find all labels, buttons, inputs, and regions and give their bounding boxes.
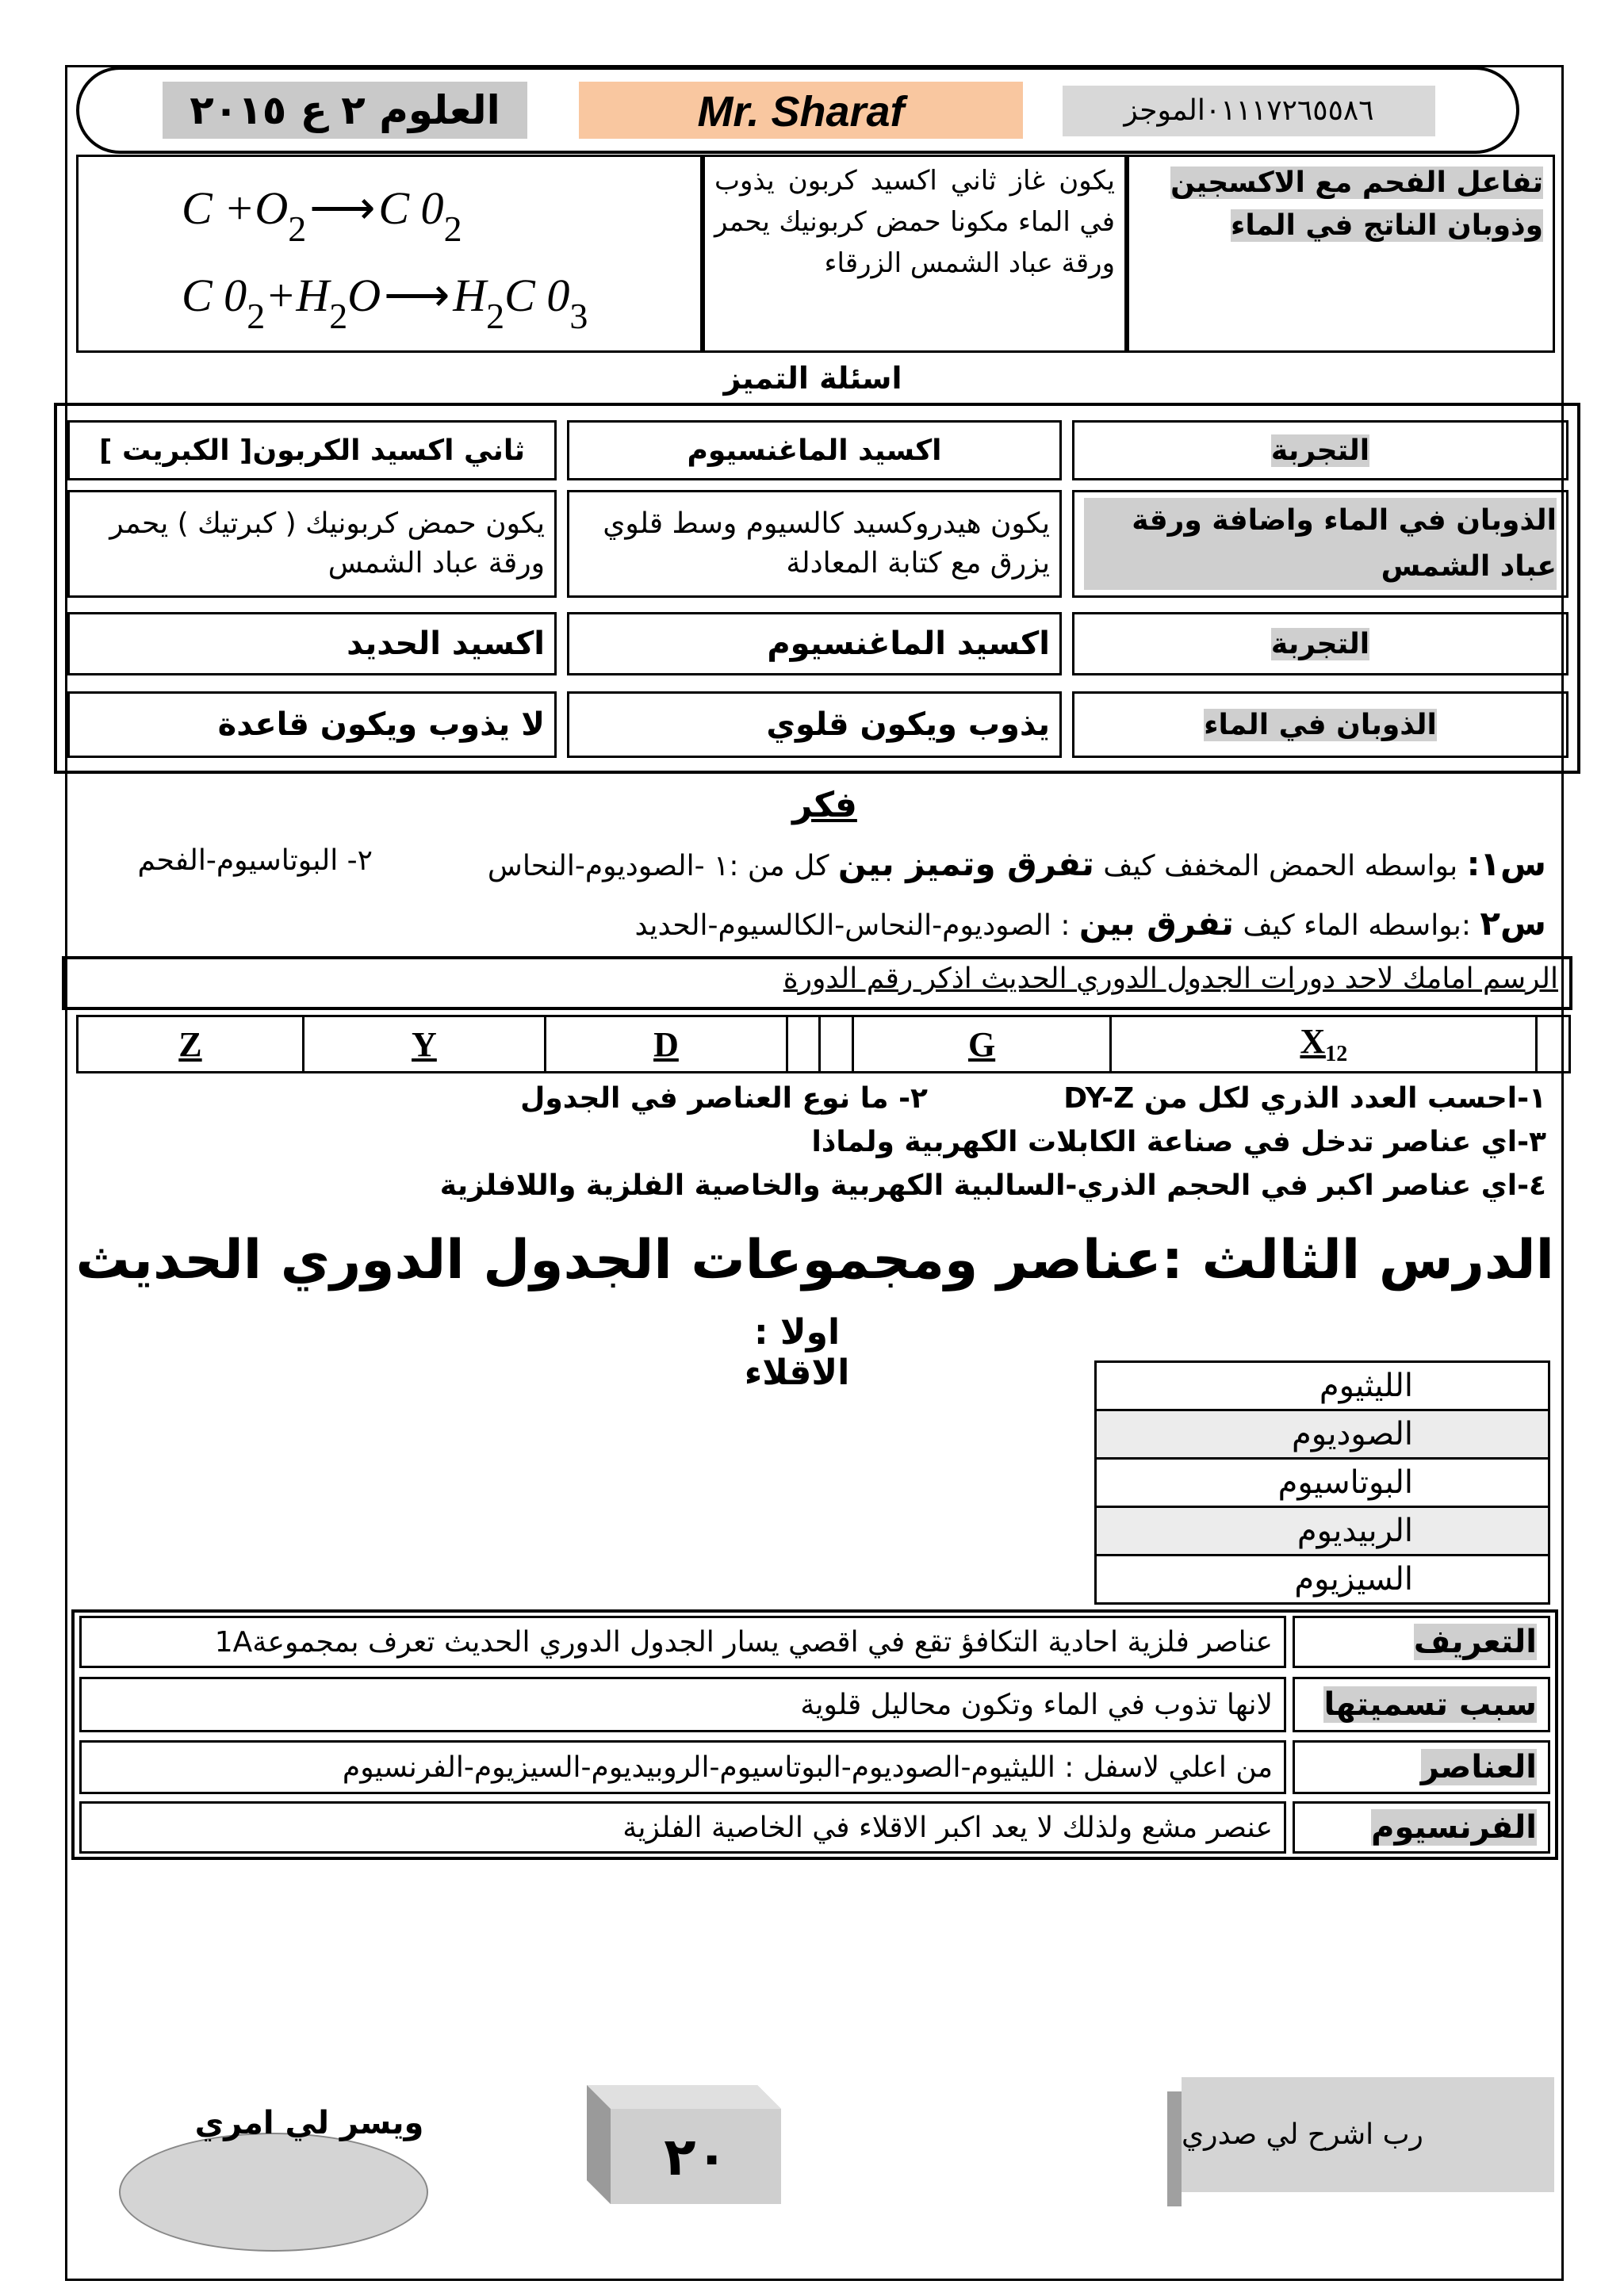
- dist-r2-c2: يكون هيدروكسيد كالسيوم وسط قلوي يزرق مع كتابة المعادلة: [567, 490, 1062, 598]
- def-label-2: سبب تسميتها: [1293, 1677, 1550, 1732]
- period-table: [76, 1015, 1571, 1073]
- footer-prayer-left: ويسر لي امري: [194, 2105, 424, 2141]
- reaction-description: يكون غاز ثاني اكسيد كربون يذوب في الماء مكونا حمض كربونيك يحمر ورقة عباد الشمس الزرقاء: [703, 155, 1127, 353]
- alkali-list: [1094, 1360, 1550, 1605]
- dist-r3-c2: اكسيد الماغنسيوم: [567, 612, 1062, 675]
- lesson-subtitle: اولا : الاقلاء: [744, 1312, 850, 1393]
- period-cell: D: [545, 1016, 787, 1073]
- lesson-title: الدرس الثالث :عناصر ومجموعات الجدول الدوري الحديث: [75, 1229, 1554, 1292]
- think-question-2: س٢ :بواسطه الماء كيف تفرق بين : الصوديوم-النحاس-الكالسيوم-الحديد: [634, 904, 1546, 943]
- period-q2: ٢- ما نوع العناصر في الجدول: [520, 1082, 928, 1115]
- think-question-1b: ٢- البوتاسيوم-الفحم: [137, 844, 373, 877]
- subject-title: العلوم ٢ ع ٢٠١٥: [163, 82, 527, 139]
- think-question-1: س١: بواسطه الحمض المخفف كيف تفرق وتميز بين كل من :١ -الصوديوم-النحاس: [487, 844, 1546, 883]
- def-text-2: لانها تذوب في الماء وتكون محاليل قلوية: [79, 1677, 1286, 1732]
- equation-1: $C +O_2⟶C$ $0_2$: [182, 182, 462, 249]
- period-caption: الرسم امامك لاحد دورات الجدول الدوري الحديث اذكر رقم الدورة: [62, 956, 1572, 1010]
- think-title: فكر: [792, 785, 857, 825]
- equation-2: C $0_2+H_2O⟶H_2C$ $0_3$: [182, 270, 588, 336]
- def-label-4: الفرنسيوم: [1293, 1801, 1550, 1854]
- def-text-1: عناصر فلزية احادية التكافؤ تقع في اقصي يسار الجدول الدوري الحديث تعرف بمجموعة1A: [79, 1616, 1286, 1668]
- dist-r2-c3: يكون حمض كربونيك ( كبرتيك ) يحمر ورقة عباد الشمس: [67, 490, 557, 598]
- period-q4: ٤-اي عناصر اكبر في الحجم الذري-السالبية الكهربية والخاصية الفلزية واللافلزية: [439, 1169, 1546, 1202]
- period-cell: $X_{12}$: [1111, 1016, 1537, 1073]
- def-label-3: العناصر: [1293, 1740, 1550, 1794]
- reaction-heading: تفاعل الفحم مع الاكسجين وذوبان الناتج في الماء: [1127, 155, 1555, 353]
- period-cell: [787, 1016, 819, 1073]
- dist-r2-c1: الذوبان في الماء واضافة ورقة عباد الشمس: [1072, 490, 1568, 598]
- alkali-item: الليثيوم: [1096, 1362, 1549, 1410]
- period-cell: G: [852, 1016, 1110, 1073]
- alkali-item: الربيديوم: [1096, 1507, 1549, 1556]
- dist-r4-c2: يذوب ويكون قلوي: [567, 691, 1062, 758]
- def-text-3: من اعلي لاسفل : الليثيوم-الصوديوم-البوتاسيوم-الروبيديوم-السيزيوم-الفرنسيوم: [79, 1740, 1286, 1794]
- dist-r1-c1: التجربة: [1072, 420, 1568, 480]
- period-cell: [1537, 1016, 1570, 1073]
- period-cell: [820, 1016, 852, 1073]
- footer-ellipse: [119, 2133, 428, 2252]
- footer-prayer-right: رب اشرح لي صدري: [1182, 2077, 1554, 2192]
- period-cell: Z: [78, 1016, 304, 1073]
- period-cell: Y: [303, 1016, 545, 1073]
- teacher-name: Mr. Sharaf: [579, 82, 1023, 139]
- distinguish-title: اسئلة التميز: [723, 361, 902, 396]
- alkali-item: الصوديوم: [1096, 1410, 1549, 1459]
- dist-r1-c2: اكسيد الماغنسيوم: [567, 420, 1062, 480]
- dist-r3-c1: التجربة: [1072, 612, 1568, 675]
- period-q1: ١-احسب العدد الذري لكل من DY-Z: [1063, 1082, 1546, 1115]
- dist-r3-c3: اكسيد الحديد: [67, 612, 557, 675]
- alkali-item: البوتاسيوم: [1096, 1459, 1549, 1507]
- phone-number: ٠١١١٧٢٦٥٥٨٦الموجز: [1063, 86, 1435, 136]
- def-text-4: عنصر مشع ولذلك لا يعد اكبر الاقلاء في الخاصية الفلزية: [79, 1801, 1286, 1854]
- period-q3: ٣-اي عناصر تدخل في صناعة الكابلات الكهربية ولماذا: [811, 1126, 1546, 1158]
- equations-cell: [76, 155, 703, 353]
- dist-r4-c1: الذوبان في الماء: [1072, 691, 1568, 758]
- page-number: ٢٠: [664, 2126, 728, 2187]
- def-label-1: التعريف: [1293, 1616, 1550, 1668]
- dist-r1-c3: ثاني اكسيد الكربون[ الكبريت ]: [67, 420, 557, 480]
- dist-r4-c3: لا يذوب ويكون قاعدة: [67, 691, 557, 758]
- alkali-item: السيزيوم: [1096, 1556, 1549, 1604]
